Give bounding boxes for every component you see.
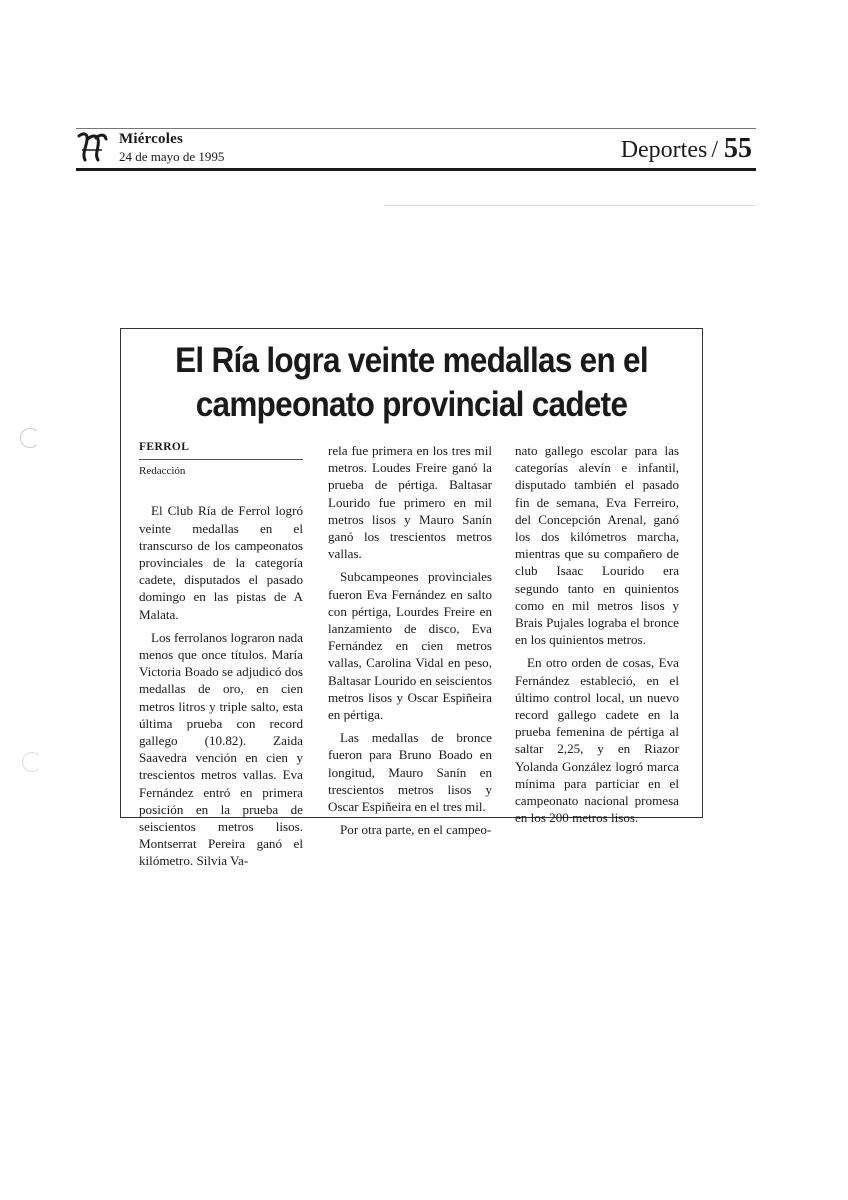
publication-date: 24 de mayo de 1995: [119, 149, 225, 164]
paragraph: nato gallego escolar para las categorías alevín e infantil, disputado también el pasado fin de semana, Eva Ferreiro, del Concepción Arenal, ganó los dos kilómetros marcha, mientras que su compañero de club Isaac Lourido era segundo tanto en quinientos como en mil metros lisos y Brais Pujales lograba el bronce en los quinientos metros.: [515, 443, 679, 648]
section-separator: /: [711, 137, 718, 163]
masthead-top-rule: [76, 128, 756, 129]
margin-mark: [20, 428, 40, 448]
section-name: Deportes: [620, 137, 708, 163]
article-column-2: [328, 442, 492, 838]
dateline-city: FERROL: [139, 439, 303, 460]
headline-line-1: El Ría logra veinte medallas en el: [175, 341, 648, 380]
masthead: [76, 128, 756, 172]
byline-author: Redacción: [139, 465, 186, 478]
page-number: 55: [724, 133, 752, 164]
paragraph: Los ferrolanos lograron nada menos que once títulos. María Victoria Boado se adjudicó dos medallas de oro, en cien metros litros y triple salto, esta última prueba con record gallego (10.82). Zaida Saavedra vención en cien y trescientos metros vallas. Eva Fernández entró en primera posición en la prueba de seiscientos metros lisos. Montserrat Pereira ganó el kilómetro. Silvia Va-: [139, 629, 303, 869]
article-column-3: [515, 442, 679, 826]
margin-mark: [22, 752, 42, 772]
article-column-1: [139, 439, 303, 870]
publication-day: Miércoles: [119, 131, 183, 147]
headline-line-2: campeonato provincial cadete: [195, 385, 628, 424]
newspaper-logo: [76, 130, 108, 164]
masthead-rule: [76, 168, 756, 171]
paragraph: Las medallas de bronce fueron para Bruno Boado en longitud, Mauro Sanín en trescientos metros lisos y Oscar Espiñeira en el tres mil.: [328, 730, 492, 815]
paragraph: El Club Ría de Ferrol logró veinte medallas en el transcurso de los campeonatos provinciales de la categoría cadete, disputados el pasado domingo en las pistas de A Malata.: [139, 503, 303, 622]
paragraph: rela fue primera en los tres mil metros. Loudes Freire ganó la prueba de pértiga. Baltasar Lourido fue primero en mil metros lisos y Mauro Sanín ganó los trescientos metros vallas.: [328, 443, 492, 562]
paragraph: Por otra parte, en el campeo-: [340, 822, 492, 838]
section-heading: [621, 133, 752, 165]
faint-rule: [384, 205, 756, 206]
article-headline: [150, 339, 673, 427]
paragraph: Subcampeones provinciales fueron Eva Fernández en salto con pértiga, Lourdes Freire en lanzamiento de disco, Eva Fernández en cien metros vallas, Carolina Vidal en peso, Baltasar Lourido en seiscientos metros lisos y Oscar Espiñeira en pértiga.: [328, 569, 492, 723]
byline: [139, 439, 303, 480]
paragraph: En otro orden de cosas, Eva Fernández estableció, en el último control local, un nuevo record gallego cadete en la prueba femenina de pértiga al saltar 2,25, y en Riazor Yolanda González logró marca mínima para particiar en el campeonato nacional promesa en los 200 metros lisos.: [515, 655, 679, 826]
news-article: [120, 328, 703, 869]
